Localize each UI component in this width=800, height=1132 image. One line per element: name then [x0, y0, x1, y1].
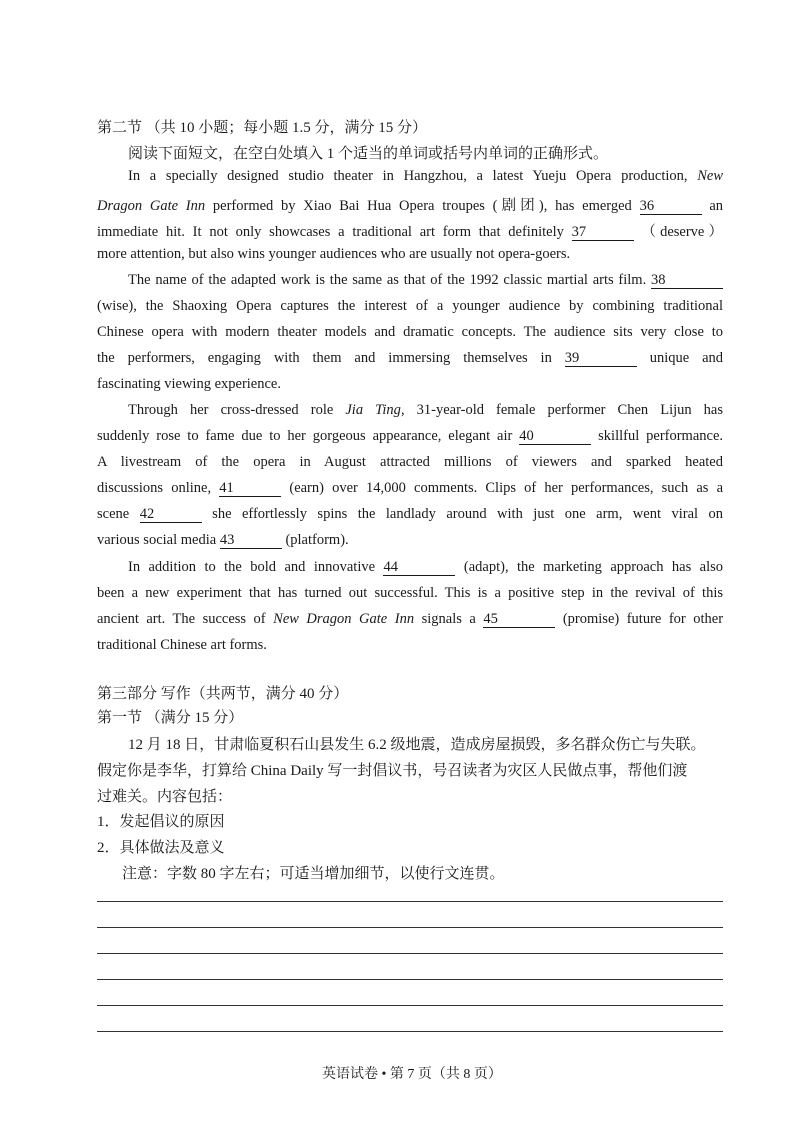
blank-42[interactable]: 42	[140, 506, 202, 523]
blank-39[interactable]: 39	[565, 350, 637, 367]
blank-37[interactable]: 37	[572, 224, 634, 241]
answer-line-2[interactable]	[97, 927, 723, 928]
content-item-1: 1．发起倡议的原因	[97, 814, 225, 830]
answer-line-5[interactable]	[97, 1005, 723, 1006]
p1-line1: In a specially designed studio theater in Hangzhou, a latest Yueju Opera production,	[128, 168, 688, 184]
role-jia-ting: Jia Ting	[345, 402, 401, 418]
title-new: New	[697, 168, 723, 184]
section2-instruction: 阅读下面短文，在空白处填入 1 个适当的单词或括号内单词的正确形式。	[128, 146, 609, 162]
part3-heading: 第三部分 写作（共两节，满分 40 分）	[97, 686, 349, 702]
blank-36[interactable]: 36	[640, 198, 702, 215]
blank-38[interactable]: 38	[651, 272, 723, 289]
title-dragon-gate-inn: Dragon Gate Inn	[97, 198, 206, 214]
blank-43[interactable]: 43	[220, 532, 282, 549]
part3-sub-heading: 第一节 （满分 15 分）	[97, 710, 244, 726]
answer-line-4[interactable]	[97, 979, 723, 980]
section2-heading: 第二节 （共 10 小题；每小题 1.5 分，满分 15 分）	[97, 120, 428, 136]
blank-44[interactable]: 44	[383, 559, 455, 576]
content-item-2: 2．具体做法及意义	[97, 840, 225, 856]
writing-prompt-line2: 假定你是李华，打算给 China Daily 写一封倡议书，号召读者为灾区人民做点事，帮他们渡	[97, 763, 688, 779]
answer-line-3[interactable]	[97, 953, 723, 954]
answer-line-1[interactable]	[97, 901, 723, 902]
title-new-dragon-gate-inn: New Dragon Gate Inn	[273, 611, 415, 627]
blank-45[interactable]: 45	[483, 611, 555, 628]
blank-41[interactable]: 41	[219, 480, 281, 497]
writing-prompt-line1: 12 月 18 日，甘肃临夏积石山县发生 6.2 级地震，造成房屋损毁，多名群众伤亡与失联。	[128, 737, 706, 753]
writing-note: 注意：字数 80 字左右；可适当增加细节，以使行文连贯。	[122, 866, 505, 882]
answer-line-6[interactable]	[97, 1031, 723, 1032]
page-footer: 英语试卷 • 第 7 页（共 8 页）	[322, 1067, 502, 1082]
blank-40[interactable]: 40	[519, 428, 591, 445]
writing-prompt-line3: 过难关。内容包括：	[97, 789, 233, 805]
